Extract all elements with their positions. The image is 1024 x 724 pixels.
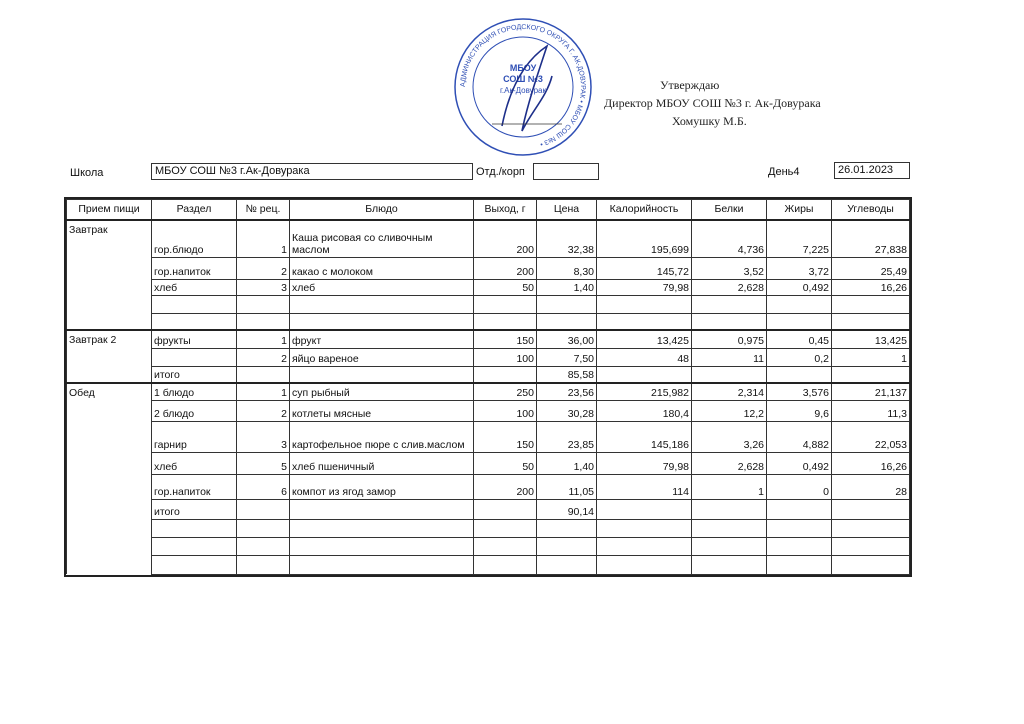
cell-price: 23,56 [537,383,597,400]
svg-text:АДМИНИСТРАЦИЯ ГОРОДСКОГО ОКРУГ: АДМИНИСТРАЦИЯ ГОРОДСКОГО ОКРУГА Г. АК-ДОВУРАК • МБОУ СОШ №3 • [459,23,587,148]
table-row [67,452,910,474]
approval-line-1: Утверждаю [660,78,720,92]
cell-price: 32,38 [537,220,597,257]
cell-calories: 79,98 [597,279,692,295]
cell-yield [474,537,537,555]
cell-yield [474,313,537,330]
cell-meal [67,421,152,452]
cell-price: 7,50 [537,348,597,366]
cell-meal [67,279,152,295]
cell-carbs [832,366,910,383]
cell-meal [67,474,152,499]
table-row [67,421,910,452]
cell-protein [692,499,767,519]
cell-calories [597,313,692,330]
cell-yield: 150 [474,421,537,452]
cell-section [152,348,237,366]
cell-calories [597,555,692,574]
cell-dish: какао с молоком [290,257,474,279]
cell-dish: суп рыбный [290,383,474,400]
table-row [67,295,910,313]
approval-line-2: Директор МБОУ СОШ №3 г. Ак-Довурака [604,96,821,110]
cell-meal: Завтрак [67,220,152,257]
date-field: 26.01.2023 [834,162,910,179]
cell-fat: 0,492 [767,452,832,474]
cell-dish: Каша рисовая со сливочным маслом [290,220,474,257]
cell-yield: 100 [474,400,537,421]
cell-price [537,295,597,313]
cell-fat: 0 [767,474,832,499]
cell-fat: 0,2 [767,348,832,366]
table-row [67,279,910,295]
cell-price [537,313,597,330]
cell-price: 30,28 [537,400,597,421]
cell-dish [290,313,474,330]
cell-yield: 200 [474,257,537,279]
cell-fat: 0,45 [767,330,832,348]
cell-calories: 114 [597,474,692,499]
cell-recipe [237,499,290,519]
cell-protein: 2,628 [692,279,767,295]
cell-section [152,313,237,330]
cell-recipe: 5 [237,452,290,474]
table-row [67,555,910,574]
dept-label: Отд./корп [476,166,525,178]
cell-fat [767,555,832,574]
cell-section: гор.блюдо [152,220,237,257]
cell-dish [290,295,474,313]
cell-recipe: 6 [237,474,290,499]
svg-text:г.Ак-Довурак: г.Ак-Довурак [499,86,547,95]
cell-price: 1,40 [537,279,597,295]
cell-carbs: 13,425 [832,330,910,348]
table-row [67,499,910,519]
cell-meal: Завтрак 2 [67,330,152,348]
cell-protein [692,295,767,313]
cell-protein: 3,26 [692,421,767,452]
cell-carbs [832,313,910,330]
cell-meal [67,519,152,537]
cell-section: фрукты [152,330,237,348]
cell-section: итого [152,366,237,383]
cell-carbs: 11,3 [832,400,910,421]
cell-meal [67,348,152,366]
table-row [67,220,910,257]
cell-fat: 4,882 [767,421,832,452]
cell-dish [290,537,474,555]
cell-yield [474,366,537,383]
cell-price [537,555,597,574]
column-header: Белки [692,200,767,221]
table-row [67,330,910,348]
column-header: Жиры [767,200,832,221]
column-header: Углеводы [832,200,910,221]
cell-recipe: 2 [237,348,290,366]
cell-carbs: 22,053 [832,421,910,452]
cell-meal [67,499,152,519]
column-header: Цена [537,200,597,221]
cell-yield: 200 [474,474,537,499]
cell-dish: фрукт [290,330,474,348]
cell-calories [597,537,692,555]
cell-meal: Обед [67,383,152,400]
cell-calories [597,519,692,537]
cell-price: 23,85 [537,421,597,452]
cell-yield [474,555,537,574]
table-row [67,257,910,279]
cell-yield: 100 [474,348,537,366]
cell-price [537,537,597,555]
school-field: МБОУ СОШ №3 г.Ак-Довурака [151,163,473,180]
cell-price: 36,00 [537,330,597,348]
cell-dish: хлеб пшеничный [290,452,474,474]
cell-carbs: 1 [832,348,910,366]
cell-carbs [832,499,910,519]
cell-price: 8,30 [537,257,597,279]
cell-protein: 3,52 [692,257,767,279]
cell-recipe [237,366,290,383]
cell-fat: 7,225 [767,220,832,257]
cell-section: итого [152,499,237,519]
cell-section [152,555,237,574]
cell-recipe: 1 [237,220,290,257]
cell-recipe: 2 [237,400,290,421]
cell-section: хлеб [152,452,237,474]
cell-section [152,537,237,555]
cell-carbs [832,537,910,555]
cell-recipe: 3 [237,279,290,295]
cell-recipe: 1 [237,383,290,400]
cell-section: гарнир [152,421,237,452]
cell-calories [597,366,692,383]
table-header [67,200,910,221]
cell-carbs: 21,137 [832,383,910,400]
cell-recipe [237,555,290,574]
table-row [67,366,910,383]
cell-fat: 9,6 [767,400,832,421]
table-row [67,400,910,421]
cell-protein [692,537,767,555]
cell-meal [67,295,152,313]
cell-price: 85,58 [537,366,597,383]
cell-calories: 145,72 [597,257,692,279]
cell-price: 1,40 [537,452,597,474]
cell-carbs: 16,26 [832,279,910,295]
cell-carbs: 27,838 [832,220,910,257]
cell-recipe: 2 [237,257,290,279]
column-header: Выход, г [474,200,537,221]
cell-recipe [237,519,290,537]
cell-meal [67,452,152,474]
cell-section: 1 блюдо [152,383,237,400]
cell-section: гор.напиток [152,257,237,279]
cell-yield [474,519,537,537]
column-header: № рец. [237,200,290,221]
table-row [67,537,910,555]
approval-line-3: Хомушку М.Б. [672,114,747,128]
cell-protein: 4,736 [692,220,767,257]
cell-dish [290,366,474,383]
cell-carbs: 16,26 [832,452,910,474]
cell-protein: 12,2 [692,400,767,421]
cell-fat [767,537,832,555]
cell-calories: 145,186 [597,421,692,452]
cell-yield [474,499,537,519]
cell-section [152,519,237,537]
cell-protein: 2,314 [692,383,767,400]
cell-section: хлеб [152,279,237,295]
day-label: День4 [768,166,800,178]
dept-field [533,163,599,180]
column-header: Блюдо [290,200,474,221]
cell-dish: хлеб [290,279,474,295]
cell-yield: 50 [474,452,537,474]
cell-protein [692,313,767,330]
cell-carbs [832,519,910,537]
cell-section [152,295,237,313]
cell-recipe [237,295,290,313]
cell-carbs [832,295,910,313]
column-header: Прием пищи [67,200,152,221]
cell-fat [767,313,832,330]
cell-section: гор.напиток [152,474,237,499]
column-header: Раздел [152,200,237,221]
cell-carbs: 25,49 [832,257,910,279]
cell-dish: котлеты мясные [290,400,474,421]
cell-section: 2 блюдо [152,400,237,421]
cell-fat: 0,492 [767,279,832,295]
cell-meal [67,313,152,330]
cell-yield [474,295,537,313]
svg-text:СОШ №3: СОШ №3 [503,74,543,84]
cell-dish: яйцо вареное [290,348,474,366]
cell-protein: 2,628 [692,452,767,474]
cell-yield: 150 [474,330,537,348]
cell-protein [692,366,767,383]
cell-dish: компот из ягод замор [290,474,474,499]
cell-yield: 200 [474,220,537,257]
cell-calories [597,499,692,519]
cell-calories: 79,98 [597,452,692,474]
cell-meal [67,555,152,574]
cell-meal [67,537,152,555]
cell-calories [597,295,692,313]
table-row [67,519,910,537]
cell-fat: 3,72 [767,257,832,279]
cell-dish: картофельное пюре с слив.маслом [290,421,474,452]
cell-protein: 0,975 [692,330,767,348]
cell-yield: 50 [474,279,537,295]
cell-carbs [832,555,910,574]
cell-protein: 11 [692,348,767,366]
cell-fat: 3,576 [767,383,832,400]
cell-protein: 1 [692,474,767,499]
cell-price: 11,05 [537,474,597,499]
cell-recipe: 1 [237,330,290,348]
cell-recipe [237,537,290,555]
svg-text:МБОУ: МБОУ [509,63,537,73]
school-label: Школа [70,167,104,179]
table-row [67,313,910,330]
cell-protein [692,519,767,537]
cell-dish [290,499,474,519]
cell-price [537,519,597,537]
cell-carbs: 28 [832,474,910,499]
cell-recipe: 3 [237,421,290,452]
cell-meal [67,257,152,279]
cell-calories: 13,425 [597,330,692,348]
table-row [67,383,910,400]
cell-calories: 180,4 [597,400,692,421]
table-row [67,474,910,499]
column-header: Калорийность [597,200,692,221]
cell-yield: 250 [474,383,537,400]
cell-fat [767,366,832,383]
cell-meal [67,366,152,383]
cell-fat [767,519,832,537]
cell-fat [767,295,832,313]
cell-calories: 48 [597,348,692,366]
cell-fat [767,499,832,519]
cell-calories: 215,982 [597,383,692,400]
cell-meal [67,400,152,421]
menu-table [66,199,910,575]
cell-protein [692,555,767,574]
cell-price: 90,14 [537,499,597,519]
table-row [67,348,910,366]
cell-dish [290,555,474,574]
cell-recipe [237,313,290,330]
cell-dish [290,519,474,537]
official-stamp [452,16,594,158]
cell-calories: 195,699 [597,220,692,257]
